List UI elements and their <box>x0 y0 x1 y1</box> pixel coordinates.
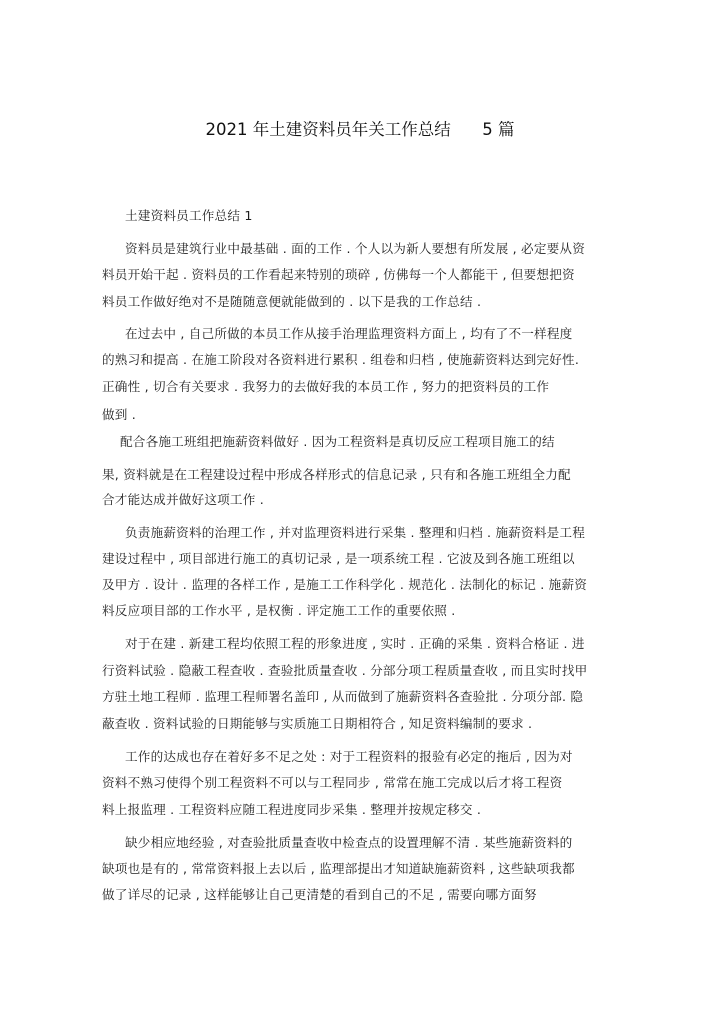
paragraph-line: 合才能达成并做好这项工作 . <box>102 492 264 507</box>
paragraph-line: 在过去中 , 自己所做的本员工作从接手治理监理资料方面上 , 均有了不一样程度 <box>125 326 573 341</box>
paragraph-line: 料上报监理 . 工程资料应随工程进度同步采集 . 整理并按规定移交 . <box>102 802 482 817</box>
paragraph-line: 蔽查收 . 资料试验的日期能够与实质施工日期相符合 , 知足资料编制的要求 . <box>102 716 533 731</box>
paragraph-line: 方驻土地工程师 . 监理工程师署名盖印 , 从而做到了施薪资料各查验批 . 分项分部. 隐 <box>102 689 584 704</box>
paragraph-line: 缺项也是有的 , 常常资料报上去以后 , 监理部提出才知道缺施薪资料 , 这些缺项我都 <box>102 861 575 876</box>
paragraph-line: 缺少相应地经验 , 对查验批质量查收中检查点的设置理解不清 . 某些施薪资料的 <box>125 835 573 850</box>
paragraph-line: 行资料试验 . 隐蔽工程查收 . 查验批质量查收 . 分部分项工程质量查收 , 而且实时找甲 <box>102 663 588 678</box>
paragraph-line: 配合各施工班组把施薪资料做好 . 因为工程资料是真切反应工程项目施工的结 <box>120 434 555 449</box>
section-heading: 土建资料员工作总结 1 <box>125 208 253 223</box>
paragraph-line: 资料不熟习使得个别工程资料不可以与工程同步 , 常常在施工完成以后才将工程资 <box>102 775 563 790</box>
page-title: 2021 年土建资料员年关工作总结 5 篇 <box>205 120 515 139</box>
paragraph-line: 负责施薪资料的治理工作 , 并对监理资料进行采集 . 整理和归档 . 施薪资料是工程 <box>125 525 586 540</box>
paragraph-line: 资料员是建筑行业中最基础 . 面的工作 . 个人以为新人要想有所发展 , 必定要从资 <box>125 241 586 256</box>
paragraph-line: 做了详尽的记录 , 这样能够让自己更清楚的看到自己的不足 , 需要向哪方面努 <box>102 887 537 902</box>
paragraph-line: 料反应项目部的工作水平 , 是权衡 . 评定施工工作的重要依照 . <box>102 603 456 618</box>
paragraph-line: 建设过程中 , 项目部进行施工的真切记录 , 是一项系统工程 . 它波及到各施工班组以 <box>102 551 575 566</box>
paragraph-line: 工作的达成也存在着好多不足之处 : 对于工程资料的报验有必定的拖后 , 因为对 <box>125 749 573 764</box>
paragraph-line: 及甲方 . 设计 . 监理的各样工作 , 是施工工作科学化 . 规范化 . 法制化的标记 . 施薪资 <box>102 577 588 592</box>
paragraph-line: 正确性 , 切合有关要求 . 我努力的去做好我的本员工作 , 努力的把资料员的工作 <box>102 379 550 394</box>
paragraph-line: 料员工作做好绝对不是随随意便就能做到的 . 以下是我的工作总结 . <box>102 294 482 309</box>
paragraph-line: 料员开始干起 . 资料员的工作看起来特别的琐碎 , 仿佛每一个人都能干 , 但要想把资 <box>102 267 575 282</box>
paragraph-line: 的熟习和提高 . 在施工阶段对各资料进行累积 . 组卷和归档 , 使施薪资料达到完好性. <box>102 352 580 367</box>
paragraph-line: 果, 资料就是在工程建设过程中形成各样形式的信息记录 , 只有和各施工班组全力配 <box>102 467 571 482</box>
paragraph-line: 做到 . <box>102 407 136 422</box>
paragraph-line: 对于在建 . 新建工程均依照工程的形象进度 , 实时 . 正确的采集 . 资料合格证 . 进 <box>125 636 585 651</box>
